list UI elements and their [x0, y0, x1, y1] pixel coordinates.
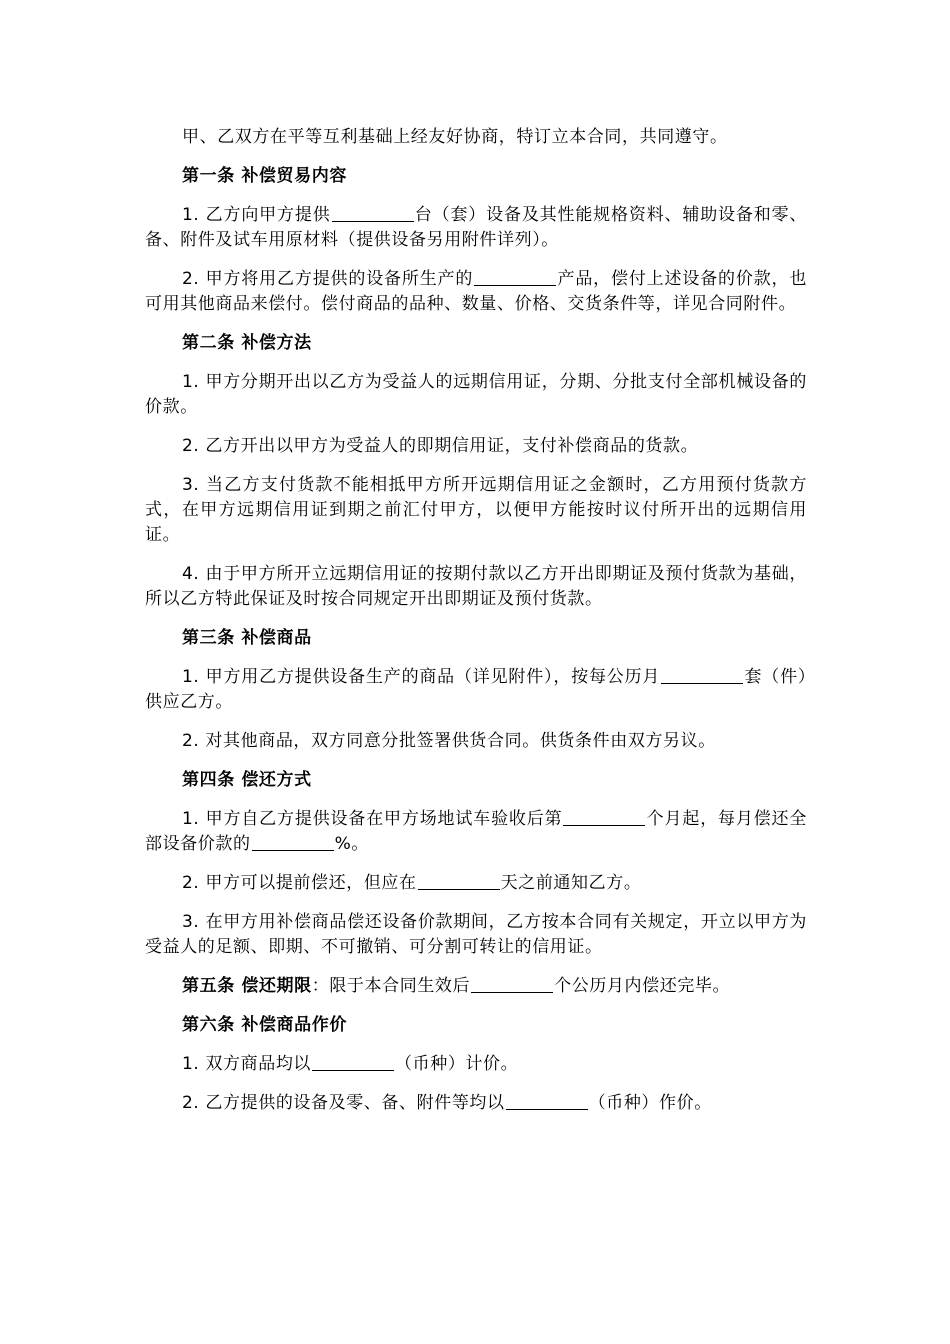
- fill-in-blank[interactable]: [563, 807, 645, 826]
- article-1-heading: 第一条 补偿贸易内容: [182, 166, 347, 186]
- fill-in-blank[interactable]: [312, 1052, 394, 1071]
- fill-in-blank[interactable]: [474, 267, 556, 286]
- article-2-clause-1: 1. 甲方分期开出以乙方为受益人的远期信用证，分期、分批支付全部机械设备的价款。: [145, 372, 807, 417]
- clause-text: （币种）作价。: [588, 1093, 712, 1113]
- article-1-clause-2: [145, 267, 807, 317]
- clause-text: 1. 乙方向甲方提供: [182, 205, 331, 225]
- article-2-clause-4: 4. 由于甲方所开立远期信用证的按期付款以乙方开出即期证及预付货款为基础，所以乙方特此保证及时按合同规定开出即期证及预付货款。: [145, 564, 807, 609]
- fill-in-blank[interactable]: [506, 1091, 588, 1110]
- clause-text: 1. 甲方自乙方提供设备在甲方场地试车验收后第: [182, 809, 563, 829]
- article-5-heading: 第五条 偿还期限: [182, 976, 312, 996]
- article-5-paragraph: [145, 974, 807, 999]
- article-2-clause-3: 3. 当乙方支付货款不能相抵甲方所开远期信用证之金额时，乙方用预付货款方式，在甲方远期信用证到期之前汇付甲方，以便甲方能按时议付所开出的远期信用证。: [145, 475, 807, 545]
- clause-text: 天之前通知乙方。: [500, 873, 642, 893]
- clause-text: 产品，偿付上述设备的价款，也可用其他商品来偿付。偿付商品的品种、数量、价格、交货条件等，详见合同附件。: [145, 269, 807, 314]
- article-6-clause-2: [145, 1091, 807, 1116]
- clause-text: ：限于本合同生效后: [311, 976, 471, 996]
- article-4-clause-1: [145, 807, 807, 857]
- fill-in-blank[interactable]: [661, 665, 743, 684]
- fill-in-blank[interactable]: [471, 974, 553, 993]
- article-2-clause-2: 2. 乙方开出以甲方为受益人的即期信用证，支付补偿商品的货款。: [182, 436, 699, 456]
- article-3-clause-1: [145, 665, 807, 715]
- article-2-heading: 第二条 补偿方法: [182, 333, 312, 353]
- article-3-clause-2: 2. 对其他商品，双方同意分批签署供货合同。供货条件由双方另议。: [182, 731, 716, 751]
- clause-text: 套（件）供应乙方。: [145, 667, 807, 712]
- clause-text: 台（套）设备及其性能规格资料、辅助设备和零、备、附件及试车用原材料（提供设备另用附件详列）。: [145, 205, 808, 250]
- clause-text: 2. 甲方可以提前偿还，但应在: [182, 873, 417, 893]
- clause-text: 2. 甲方将用乙方提供的设备所生产的: [182, 269, 474, 289]
- contract-page: [145, 125, 807, 1130]
- article-4-clause-2: [145, 871, 807, 896]
- fill-in-blank[interactable]: [332, 203, 414, 222]
- fill-in-blank[interactable]: [418, 871, 500, 890]
- fill-in-blank[interactable]: [252, 832, 334, 851]
- article-6-clause-1: [145, 1052, 807, 1077]
- clause-text: 1. 双方商品均以: [182, 1054, 312, 1074]
- article-4-clause-3: 3. 在甲方用补偿商品偿还设备价款期间，乙方按本合同有关规定，开立以甲方为受益人的足额、即期、不可撤销、可分割可转让的信用证。: [145, 912, 807, 957]
- clause-text: 2. 乙方提供的设备及零、备、附件等均以: [182, 1093, 505, 1113]
- article-1-clause-1: [145, 203, 807, 253]
- clause-text: 个月起，每月偿还全部设备价款的: [145, 809, 807, 854]
- article-4-heading: 第四条 偿还方式: [182, 770, 312, 790]
- clause-text: 1. 甲方用乙方提供设备生产的商品（详见附件），按每公历月: [182, 667, 661, 687]
- clause-text: %。: [334, 834, 369, 854]
- article-6-heading: 第六条 补偿商品作价: [182, 1015, 347, 1035]
- clause-text: （币种）计价。: [395, 1054, 519, 1074]
- clause-text: 个公历月内偿还完毕。: [554, 976, 731, 996]
- intro-paragraph: 甲、乙双方在平等互利基础上经友好协商，特订立本合同，共同遵守。: [182, 127, 728, 147]
- article-3-heading: 第三条 补偿商品: [182, 628, 312, 648]
